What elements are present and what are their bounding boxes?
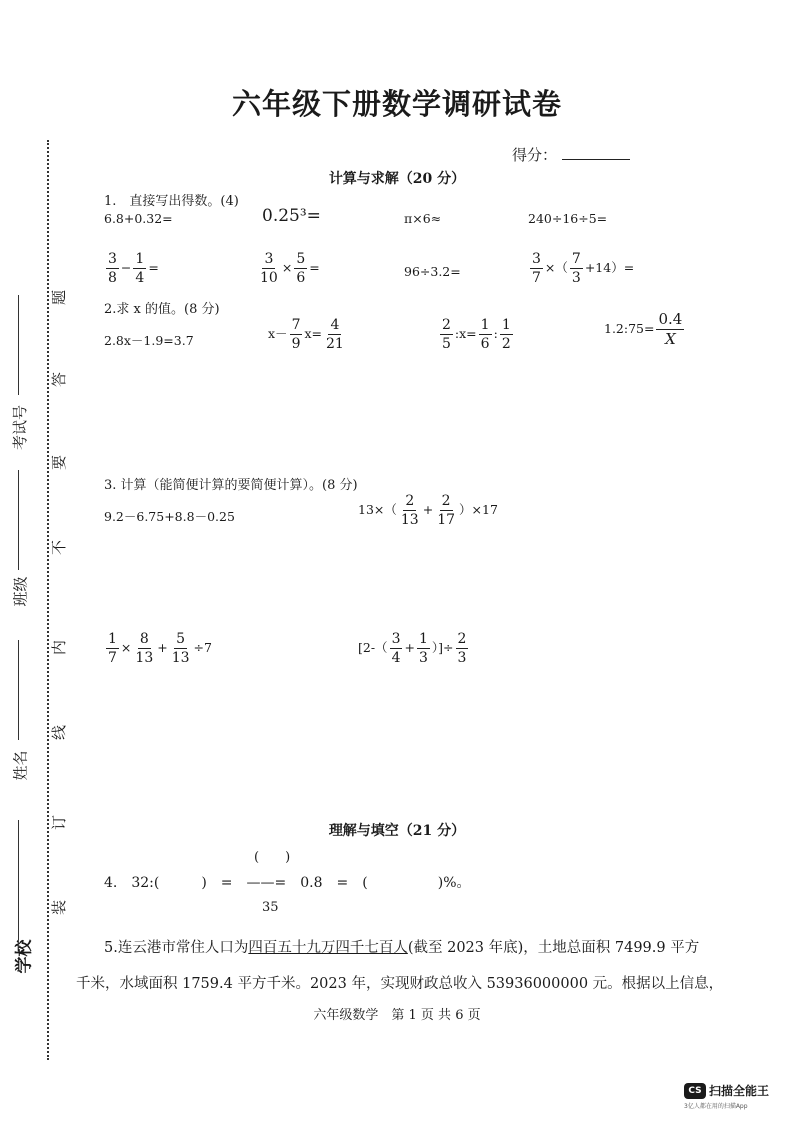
- binding-char: 线: [50, 724, 69, 741]
- operator: −: [120, 260, 132, 275]
- denominator: 8: [108, 270, 117, 286]
- numerator: 3: [108, 251, 117, 267]
- numerator: 2: [442, 317, 451, 333]
- binding-char: 不: [50, 539, 69, 556]
- numerator: 1: [135, 251, 145, 267]
- numerator: 4: [330, 317, 340, 333]
- denominator: 6: [296, 270, 306, 286]
- operator: ×（: [544, 260, 568, 275]
- binding-char: 装: [50, 899, 69, 916]
- score-label: 得分：: [512, 146, 558, 164]
- text: [2-（: [358, 640, 388, 655]
- numerator: 5: [176, 631, 186, 647]
- q1-fraction-expr: [528, 252, 634, 285]
- binding-char: 答: [50, 371, 69, 388]
- question-5-line-1: [104, 936, 699, 957]
- denominator: 7: [108, 650, 117, 666]
- section-title-fill: 理解与填空（21 分）: [328, 823, 466, 839]
- operator: +: [422, 502, 434, 517]
- operator: +: [157, 640, 168, 655]
- text: :x=: [454, 326, 477, 341]
- denominator: 7: [532, 270, 541, 286]
- numerator: 5: [296, 251, 306, 267]
- question-5-line-2: 千米，水域面积 1759.4 平方千米。2023 年，实现财政总收入 53936000000 元。根据以上信息，: [76, 976, 724, 992]
- q3-expression: [358, 494, 498, 527]
- denominator: 10: [260, 270, 278, 286]
- q2-equation: [604, 312, 686, 347]
- equals: =: [148, 260, 159, 275]
- q3-expression: [358, 632, 470, 665]
- operator: +14）=: [584, 260, 635, 275]
- question-2-label: 2.求 x 的值。(8 分): [104, 302, 220, 317]
- q1-item: 6.8+0.32=: [104, 211, 173, 226]
- numerator: 2: [405, 493, 415, 509]
- exam-no-blank[interactable]: [18, 295, 19, 395]
- text: ÷7: [193, 640, 212, 655]
- numerator: 1: [108, 631, 117, 647]
- equals: =: [309, 260, 320, 275]
- operator: ×: [120, 640, 132, 655]
- question-4: 4. 32:( ) = ——= 0.8 = ( )%。: [104, 875, 471, 891]
- binding-char: 内: [50, 639, 69, 656]
- binding-char: 题: [50, 289, 69, 306]
- numerator: 3: [391, 631, 401, 647]
- text: x=: [304, 326, 323, 341]
- q2-equation: 2.8x－1.9=3.7: [104, 333, 194, 348]
- binding-char: 订: [50, 814, 69, 831]
- text: 5.连云港市常住人口为: [104, 940, 249, 956]
- text: (截至 2023 年底)，土地总面积 7499.9 平方: [407, 940, 700, 956]
- class-blank[interactable]: [18, 470, 19, 570]
- q1-item: 240÷16÷5=: [528, 211, 608, 226]
- denominator: 4: [391, 650, 401, 666]
- numerator: 3: [264, 251, 274, 267]
- text: 1.2:75=: [604, 321, 655, 336]
- q3-expression: [104, 632, 212, 665]
- denominator: 13: [171, 650, 190, 666]
- q1-item: 0.25³=: [262, 206, 321, 226]
- section-title-calc: 计算与求解（20 分）: [328, 171, 466, 187]
- numerator: 1: [480, 317, 490, 333]
- numerator: 2: [441, 493, 451, 509]
- question-1-label: 1. 直接写出得数。(4): [104, 194, 239, 209]
- denominator: 13: [135, 650, 154, 666]
- denominator: 3: [418, 650, 428, 666]
- q2-equation: [438, 318, 515, 351]
- operator: ×: [281, 260, 293, 275]
- denominator: 3: [457, 650, 467, 666]
- q4-denominator: 35: [262, 900, 279, 915]
- numerator: 8: [139, 631, 149, 647]
- side-label-class: 班级: [11, 576, 30, 607]
- numerator: 1: [418, 631, 428, 647]
- scanner-name: 扫描全能王: [709, 1084, 770, 1098]
- operator: +: [404, 640, 415, 655]
- text: ）×17: [459, 502, 498, 517]
- question-3-label: 3. 计算（能简便计算的要简便计算）。(8 分): [104, 478, 358, 493]
- q2-equation: [268, 318, 348, 351]
- denominator: 5: [442, 336, 451, 352]
- denominator: 4: [135, 270, 145, 286]
- denominator: 6: [480, 336, 490, 352]
- scanner-logo-icon: CS: [684, 1083, 706, 1099]
- name-blank[interactable]: [18, 640, 19, 740]
- q1-fraction-expr: [256, 252, 320, 285]
- side-label-name: 姓名: [11, 750, 30, 781]
- page-footer: 六年级数学 第 1 页 共 6 页: [313, 1008, 481, 1023]
- text: x－: [268, 326, 288, 341]
- q1-item: 96÷3.2=: [404, 264, 461, 279]
- numerator: 7: [571, 251, 581, 267]
- underlined-text: 四百五十九万四千七百人: [248, 940, 408, 956]
- denominator: 9: [291, 336, 301, 352]
- score-blank[interactable]: [562, 159, 630, 160]
- numerator: 1: [501, 317, 511, 333]
- text: 13×（: [358, 502, 397, 517]
- q3-expression: 9.2－6.75+8.8－0.25: [104, 509, 235, 524]
- page-title: 六年级下册数学调研试卷: [231, 87, 562, 121]
- q1-item: π×6≈: [404, 211, 442, 226]
- denominator: 2: [501, 336, 511, 352]
- q4-paren-top[interactable]: ( ): [254, 850, 291, 865]
- denominator: 21: [326, 336, 344, 352]
- denominator: X: [665, 330, 676, 348]
- denominator: 3: [571, 270, 581, 286]
- scanner-slogan: 3亿人都在用的扫描App: [684, 1103, 748, 1110]
- binding-char: 要: [50, 454, 69, 471]
- denominator: 17: [437, 512, 456, 528]
- scanner-watermark: [684, 1080, 769, 1110]
- denominator: 13: [400, 512, 419, 528]
- numerator: 3: [532, 251, 541, 267]
- text: ）]÷: [431, 640, 454, 655]
- side-label-exam-no: 考试号: [11, 404, 30, 451]
- numerator: 0.4: [658, 310, 683, 328]
- numerator: 7: [291, 317, 301, 333]
- numerator: 2: [457, 631, 467, 647]
- text: :: [493, 326, 498, 341]
- side-label-school: 学校: [14, 939, 35, 974]
- binding-dotted-line: [47, 140, 49, 1060]
- q1-fraction-expr: [104, 252, 159, 285]
